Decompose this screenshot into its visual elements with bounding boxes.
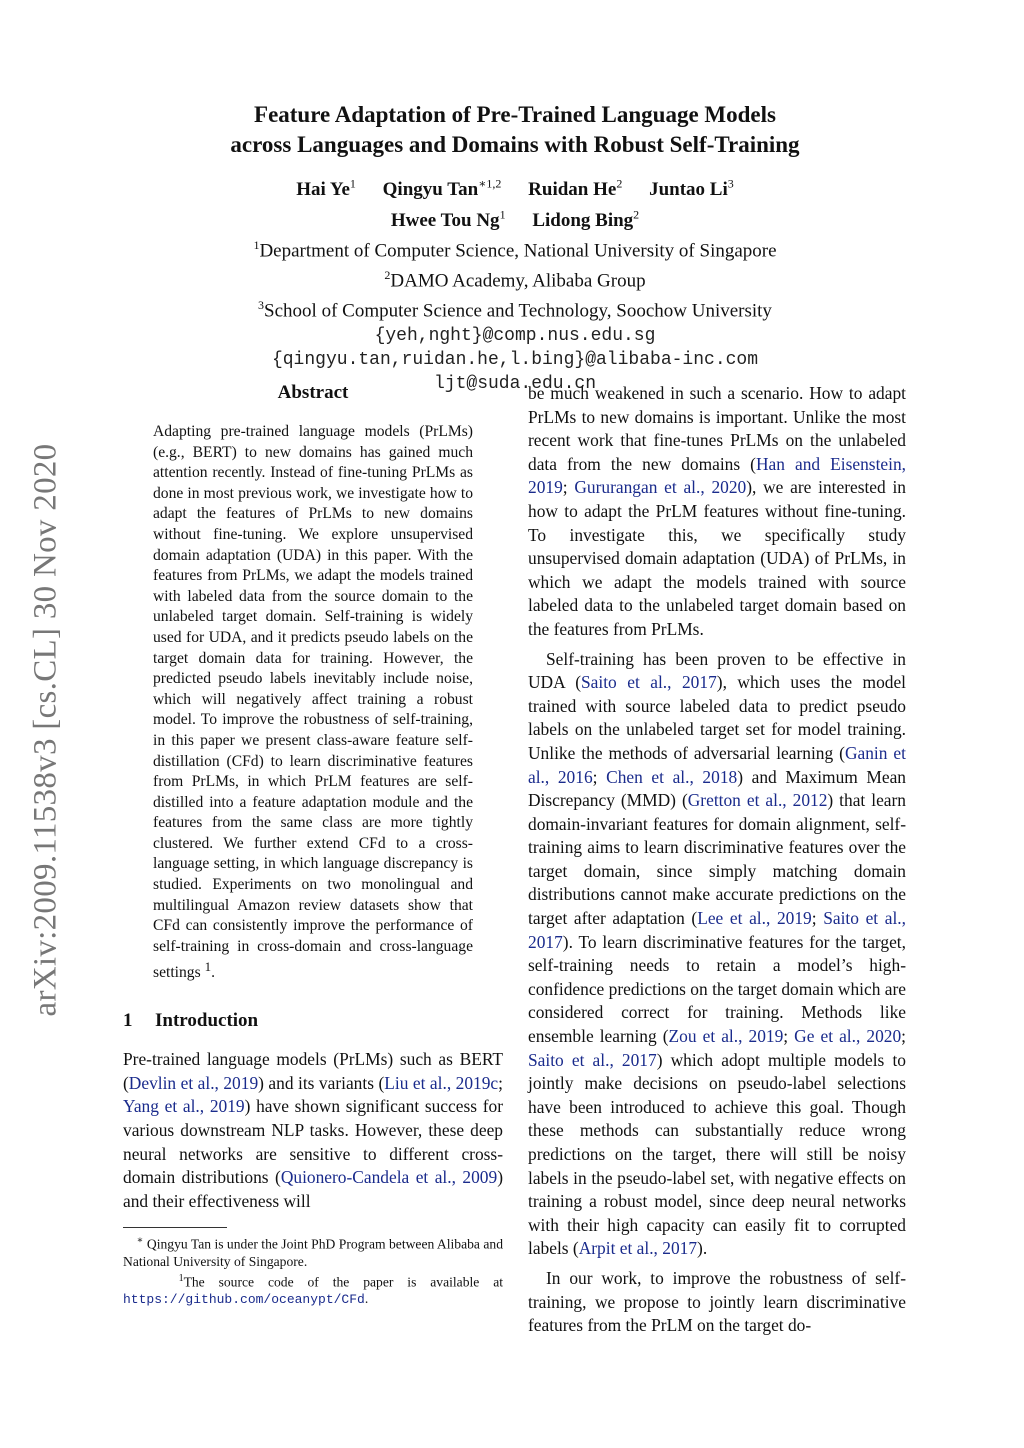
author: Qingyu Tan$^{∗1,2}$ [382, 177, 502, 201]
affiliation: $^1$Department of Computer Science, National University of Singapore [253, 237, 777, 261]
citation-link[interactable]: Saito et al., 2017 [528, 1049, 657, 1070]
citation-link[interactable]: Saito et al., 2017 [581, 672, 717, 693]
author: Lidong Bing$^2$ [532, 207, 640, 231]
citation-link[interactable]: Arpit et al., 2017 [578, 1238, 698, 1259]
abstract-text: Adapting pre-trained language models (PrLMs) (e.g., BERT) to new domains has gained much attention recently. Instead of fine-tuning PrLMs as done in most previous work, we investigate how to adapt the features of PrLMs to new domains without fine-tuning. We explore unsupervised domain adaptation (UDA) in this paper. With the features from PrLMs, we adapt the models trained with labeled data from the source domain to the unlabeled target domain. Self-training is widely used for UDA, and it predicts pseudo labels on the target domain data for training. However, the predicted pseudo labels inevitably include noise, which will negatively affect training a robust model. To improve the robustness of self-training, in this paper we present class-aware feature self-distillation (CFd) to learn discriminative features from PrLMs, in which PrLM features are self-distilled into a feature adaptation module and the features from the same class are more tightly clustered. We further extend CFd to a cross-language setting, in which language discrepancy is studied. Experiments on two monolingual and multilingual Amazon review datasets show that CFd can consistently improve the performance of self-training in cross-domain and cross-language settings $^1$. [153, 423, 473, 982]
arxiv-id: arXiv:2009.11538v3 [cs.CL] 30 Nov 2020 [27, 443, 64, 1017]
affiliation: $^2$DAMO Academy, Alibaba Group [384, 267, 646, 292]
citation-link[interactable]: Devlin et al., 2019 [128, 1072, 259, 1093]
paper-title [120, 100, 910, 160]
source-code-link[interactable]: https://github.com/oceanypt/CFd [123, 1292, 365, 1308]
citation-link[interactable]: Ganin et al., 2016 [528, 742, 906, 787]
right-column [528, 382, 906, 1338]
citation-link[interactable]: Quionero-Candela et al., 2009 [280, 1167, 498, 1188]
body-paragraph: be much weakened in such a scenario. How to adapt PrLMs to new domains is important. Unlike the most recent work that fine-tunes PrLMs on the unlabeled data from the new domains (Han and Eisenstein, 2019; Gururangan et al., 2020), we are interested in how to adapt the PrLM features without fine-tuning. To investigate this, we specifically study unsupervised domain adaptation (UDA) of PrLMs, in which we adapt the models trained with source labeled data to the unlabeled target domain based on the features from PrLMs. [528, 383, 907, 639]
title-line-2: across Languages and Domains with Robust Self-Training [230, 132, 800, 157]
email: {qingyu.tan,ruidan.he,l.bing}@alibaba-inc.com [271, 349, 759, 370]
footnote-ref[interactable]: 1 [204, 959, 212, 975]
author: Juntao Li$^3$ [649, 177, 734, 201]
body-paragraph: In our work, to improve the robustness of self-training, we propose to jointly learn discriminative features from the PrLM on the target do- [528, 1267, 906, 1336]
footnote-1: $^1$The source code of the paper is available at https://github.com/oceanypt/CFd. [123, 1272, 504, 1308]
citation-link[interactable]: Zou et al., 2019 [668, 1026, 784, 1047]
email: {yeh,nght}@comp.nus.edu.sg [374, 325, 656, 346]
citation-link[interactable]: Yang et al., 2019 [123, 1096, 245, 1117]
citation-link[interactable]: Han and Eisenstein, 2019 [528, 453, 907, 498]
arxiv-sidebar-stamp [20, 380, 72, 1080]
abstract-heading: Abstract [277, 382, 349, 403]
email: ljt@suda.edu.cn [433, 373, 597, 394]
left-column [123, 382, 503, 1308]
title-line-1: Feature Adaptation of Pre-Trained Language Models [254, 102, 776, 127]
affiliation: $^3$School of Computer Science and Technology, Soochow University [258, 298, 772, 322]
footnote-star: ∗ Qingyu Tan is under the Joint PhD Program between Alibaba and National University of Singapore. [123, 1235, 504, 1269]
author: Hwee Tou Ng$^1$ [390, 207, 506, 231]
intro-paragraph: Pre-trained language models (PrLMs) such as BERT (Devlin et al., 2019) and its variants (Liu et al., 2019c; Yang et al., 2019) have shown significant success for various downstream NLP tasks. However, these deep neural networks are sensitive to different cross-domain distributions (Quionero-Candela et al., 2009) and their effectiveness will [123, 1049, 503, 1211]
author: Ruidan He$^2$ [528, 177, 623, 201]
citation-link[interactable]: Gururangan et al., 2020 [574, 477, 747, 498]
paper-header [120, 100, 910, 396]
body-paragraph: Self-training has been proven to be effective in UDA (Saito et al., 2017), which uses the model trained with source labeled data to predict pseudo labels on the unlabeled target set for model training. Unlike the methods of adversarial learning (Ganin et al., 2016; Chen et al., 2018) and Maximum Mean Discrepancy (MMD) (Gretton et al., 2012) that learn domain-invariant features for domain alignment, self-training aims to learn discriminative features over the target domain, since simply matching domain distributions cannot make accurate predictions on the target after adaptation (Lee et al., 2019; Saito et al., 2017). To learn discriminative features for the target, self-training needs to retain a model’s high-confidence predictions on the target domain which are considered correct for training. Methods like ensemble learning (Zou et al., 2019; Ge et al., 2020; Saito et al., 2017) which adopt multiple models to jointly make decisions on pseudo-label selections have been introduced to achieve this goal. Though these methods can substantially reduce wrong predictions on the target, there will still be noisy labels in the pseudo-label set, with negative effects on training a robust model, since deep neural networks with their high capacity can easily fit to corrupted labels (Arpit et al., 2017). [528, 648, 907, 1259]
citation-link[interactable]: Liu et al., 2019c [384, 1072, 499, 1093]
footnote-divider [123, 1227, 227, 1228]
citation-link[interactable]: Ge et al., 2020 [794, 1026, 902, 1047]
author: Hai Ye$^1$ [296, 177, 356, 201]
citation-link[interactable]: Saito et al., 2017 [528, 908, 906, 952]
citation-link[interactable]: Gretton et al., 2012 [687, 790, 828, 811]
section-heading-introduction: 1 Introduction [123, 1010, 259, 1032]
author-list [120, 172, 910, 233]
citation-link[interactable]: Lee et al., 2019 [697, 908, 812, 929]
citation-link[interactable]: Chen et al., 2018 [606, 766, 738, 787]
